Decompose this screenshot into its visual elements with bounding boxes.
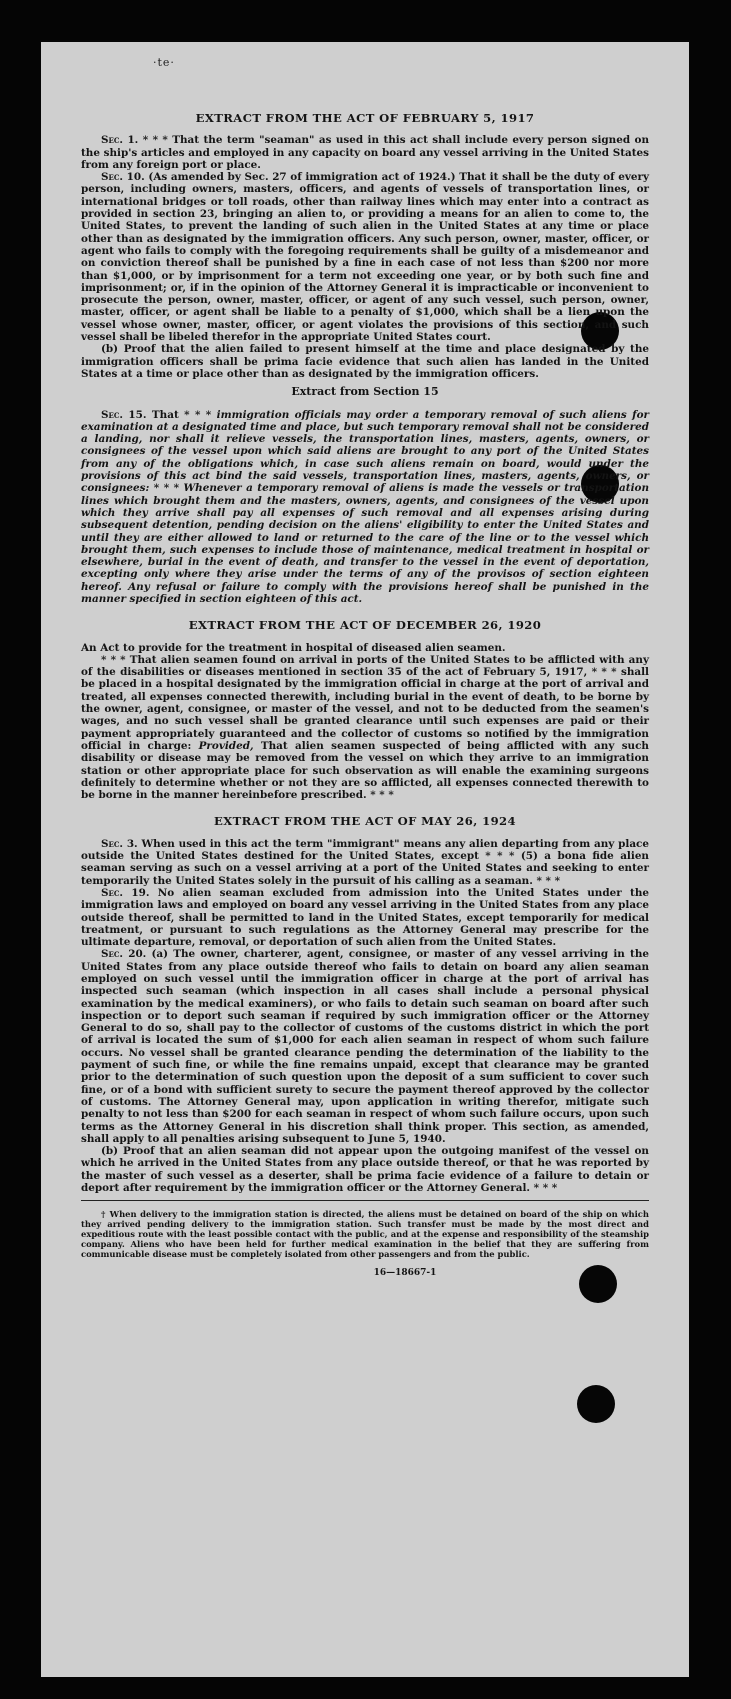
heading-act-1920: EXTRACT FROM THE ACT OF DECEMBER 26, 1920: [188, 618, 542, 633]
paragraph-sec-19: Sec. 19. No alien seaman excluded from admission into the United States under the immigration laws and employed on board any vessel arriving in the United States from any place outside thereof, shall be permitted to land in the United States, except temporarily for medical treatment, or pursuant to such regulations as the Attorney General may prescribe for the ultimate departure, removal, or deportation of such alien from the United States.: [81, 886, 649, 949]
corner-mark: ·te·: [153, 56, 175, 69]
document-page: [41, 42, 689, 1677]
heading-act-1924: EXTRACT FROM THE ACT OF MAY 26, 1924: [214, 814, 516, 829]
heading-act-1917: EXTRACT FROM THE ACT OF FEBRUARY 5, 1917: [195, 111, 535, 125]
paragraph-sec-15: Sec. 15. That * * * immigration officials may order a temporary removal of such aliens for examination at a designated time and place, but such temporary removal shall not be considered a landing, nor shall it relieve vessels, the transportation lines, masters, agents, owners, or consignees of the vessel upon which said aliens are brought to any port of the United States from any of the obligations which, in case such aliens remain on board, would under the provisions of this act bind the said vessels, transportation lines, masters, agents, owners, or consignees: * * * Whenever a temporary removal of aliens is made the vessels or transportation lines which brought them and the masters, owners, agents, and consignees of the vessel upon which they arrive shall pay all expenses of such removal and all expenses arising during subsequent detention, pending decision on the aliens' eligibility to enter the United States and until they are either allowed to land or returned to the care of the line or to the vessel which brought them, such expenses to include those of maintenance, medical treatment in hospital or elsewhere, burial in the event of death, and transfer to the vessel in the event of deportation, excepting only where they arise under the terms of any of the provisos of section eighteen hereof. Any refusal or failure to comply with the provisions hereof shall be punished in the manner specified in section eighteen of this act.: [81, 408, 649, 605]
punch-hole: [577, 1385, 615, 1423]
paragraph-sec-20: Sec. 20. (a) The owner, charterer, agent, consignee, or master of any vessel arriving in the United States from any place outside thereof who fails to detain on board any alien seaman employed on such vessel until the immigration officer in charge at the port of arrival has inspected such seaman (which inspection in all cases shall include a personal physical examination by the medical examiners), or who fails to detain such seaman on board after such inspection or to deport such seaman if required by such immigration officer or the Attorney General to do so, shall pay to the collector of customs of the customs district in which the port of arrival is located the sum of $1,000 for each alien seaman in respect of whom such failure occurs. No vessel shall be granted clearance pending the determination of the liability to the payment of such fine, or while the fine remains unpaid, except that clearance may be granted prior to the determination of such question upon the deposit of a sum sufficient to cover such fine, or of a bond with sufficient surety to secure the payment thereof approved by the collector of customs. The Attorney General may, upon application in writing therefor, mitigate such penalty to not less than $200 for each seaman in respect of whom such failure occurs, upon such terms as the Attorney General in his discretion shall think proper. This section, as amended, shall apply to all penalties arising subsequent to June 5, 1940.: [81, 948, 649, 1145]
paragraph-sec-3: Sec. 3. When used in this act the term "immigrant" means any alien departing from any place outside the United States destined for the United States, except * * * (5) a bona fide alien seaman serving as such on a vessel arriving at a port of the United States and seeking to enter temporarily the United States solely in the pursuit of his calling as a seaman. * * *: [81, 837, 649, 887]
footnote-divider: [81, 1200, 649, 1201]
paragraph-sec-10-b: (b) Proof that the alien failed to present himself at the time and place designated by the immigration officers shall be prima facie evidence that such alien has landed in the United States at a time or place other than as designated by the immigration officers.: [81, 343, 649, 380]
document-body: [81, 112, 649, 1280]
paragraph-sec-10: Sec. 10. (As amended by Sec. 27 of immigration act of 1924.) That it shall be the duty of every person, including owners, masters, officers, and agents of vessels of transportation lines, or international bridges or toll roads, other than railway lines which may enter into a contract as provided in section 23, bringing an alien to, or providing a means for an alien to come to, the United States, to prevent the landing of such alien in the United States at any time or place other than as designated by the immigration officers. Any such person, owner, master, officer, or agent who fails to comply with the foregoing requirements shall be guilty of a misdemeanor and on conviction thereof shall be punished by a fine in each case of not less than $200 nor more than $1,000, or by imprisonment for a term not exceeding one year, or by both such fine and imprisonment; or, if in the opinion of the Attorney General it is impracticable or inconvenient to prosecute the person, owner, master, officer, or agent of any such vessel, such person, owner, master, officer, or agent shall be liable to a penalty of $1,000, which shall be a lien upon the vessel whose owner, master, officer, or agent violates the provisions of this section, and such vessel shall be libeled therefor in the appropriate United States court.: [81, 171, 649, 344]
paragraph-seamen-hospital: * * * That alien seamen found on arrival in ports of the United States to be afflicted with any of the disabilities or diseases mentioned in section 35 of the act of February 5, 1917, * * * shall be placed in a hospital designated by the immigration official in charge at the port of arrival and treated, all expenses connected therewith, including burial in the event of death, to be borne by the owner, agent, consignee, or master of the vessel, and not to be deducted from the seamen's wages, and no such vessel shall be granted clearance until such expenses are paid or their payment appropriately guaranteed and the collector of customs so notified by the immigration official in charge: Provided, That alien seamen suspected of being afflicted with any such disability or disease may be removed from the vessel on which they arrive to an immigration station or other appropriate place for such observation as will enable the examining surgeons definitely to determine whether or not they are so afflicted, all expenses connected therewith to be borne in the manner hereinbefore prescribed. * * *: [81, 653, 649, 802]
paragraph-act-title: An Act to provide for the treatment in hospital of diseased alien seamen.: [81, 641, 506, 654]
paragraph-sec-20-b: (b) Proof that an alien seaman did not appear upon the outgoing manifest of the vessel on which he arrived in the United States from any place outside thereof, or that he was reported by the master of such vessel as a deserter, shall be prima facie evidence of a failure to detain or deport after requirement by the immigration officer or the Attorney General. * * *: [81, 1145, 649, 1195]
paragraph-sec-1: Sec. 1. * * * That the term "seaman" as used in this act shall include every person signed on the ship's articles and employed in any capacity on board any vessel arriving in the United States from any foreign port or place.: [81, 134, 650, 171]
footnote: † When delivery to the immigration station is directed, the aliens must be detained on board of the ship on which they arrived pending delivery to the immigration station. Such transfer must be made by the most direct and expeditious route with the least possible contact with the public, and at the expense and responsibility of the steamship company. Aliens who have been held for further medical examination in the belief that they are suffering from communicable disease must be completely isolated from other passengers and from the public.: [81, 1209, 649, 1260]
subheading-section-15: Extract from Section 15: [291, 385, 439, 399]
form-code: 16—18667-1: [373, 1268, 437, 1279]
